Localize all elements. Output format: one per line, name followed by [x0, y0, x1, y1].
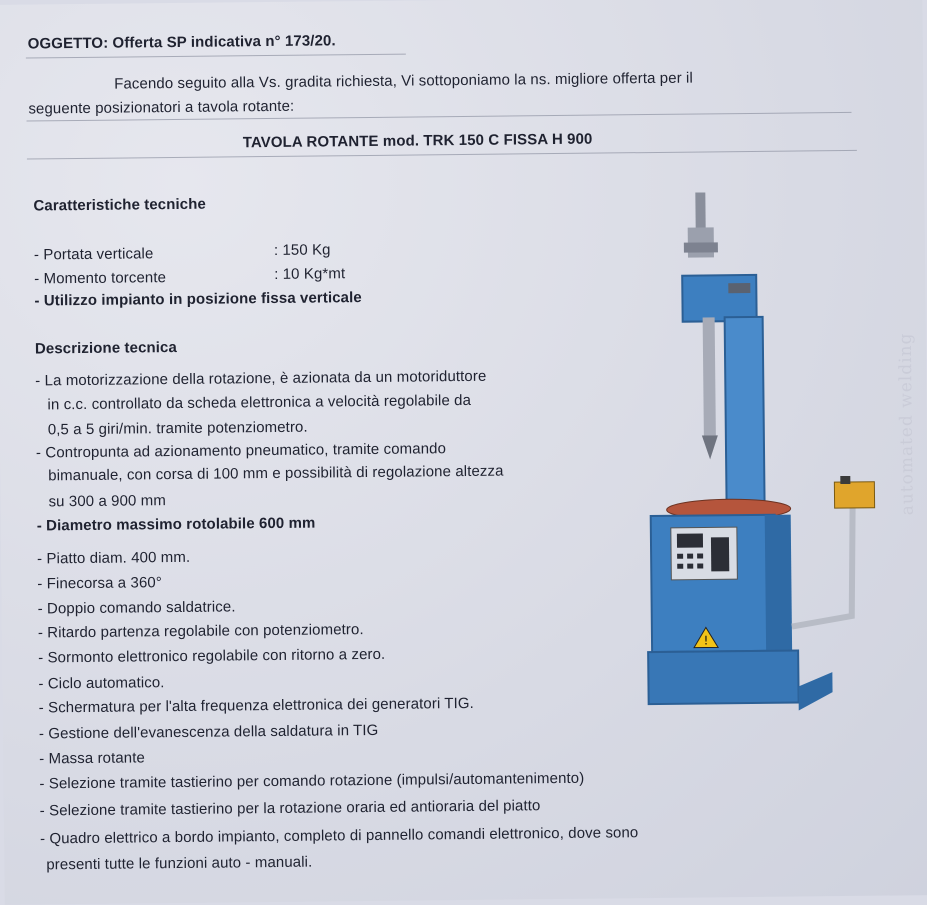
watermark-text: automated welding [895, 332, 918, 516]
description-heading: Descrizione tecnica [34, 338, 177, 358]
description-line: - Sormonto elettronico regolabile con ritorno a zero. [38, 645, 386, 667]
description-line: - Schermatura per l'alta frequenza elettronica dei generatori TIG. [38, 694, 474, 717]
description-line: bimanuale, con corsa di 100 mm e possibilità di regolazione altezza [48, 462, 504, 485]
description-line: - Massa rotante [39, 749, 146, 768]
product-title: TAVOLA ROTANTE mod. TRK 150 C FISSA H 900 [242, 130, 593, 152]
description-line: - Finecorsa a 360° [37, 574, 162, 593]
description-line: in c.c. controllato da scheda elettronica a velocità regolabile da [47, 391, 472, 414]
description-line: - Selezione tramite tastierino per la rotazione oraria ed antioraria del piatto [39, 797, 541, 820]
spec-value: : 10 Kg*mt [274, 265, 346, 283]
intro-line-2: seguente posizionatori a tavola rotante: [28, 97, 295, 118]
description-line: - Contropunta ad azionamento pneumatico, tramite comando [35, 440, 447, 462]
intro-line-1: Facendo seguito alla Vs. gradita richiesta, Vi sottoponiamo la ns. migliore offerta per il [114, 69, 693, 93]
description-line: - Selezione tramite tastierino per comando rotazione (impulsi/automantenimento) [39, 769, 585, 793]
specs-heading: Caratteristiche tecniche [33, 195, 206, 215]
spec-value: : 150 Kg [273, 241, 331, 259]
spec-note: - Utilizzo impianto in posizione fissa verticale [34, 289, 362, 310]
description-line: - Piatto diam. 400 mm. [37, 548, 191, 568]
description-line: - Ritardo partenza regolabile con potenziometro. [37, 621, 364, 642]
turntable-machine-image [637, 185, 903, 748]
subject-underline [26, 54, 406, 59]
description-line: - Ciclo automatico. [38, 674, 165, 693]
subject-line: OGGETTO: Offerta SP indicativa n° 173/20. [27, 32, 336, 53]
title-rule [27, 150, 857, 160]
description-line: - La motorizzazione della rotazione, è azionata da un motoriduttore [35, 367, 487, 390]
description-line: - Gestione dell'evanescenza della saldatura in TIG [38, 721, 379, 743]
spec-label: - Momento torcente [34, 269, 167, 288]
description-line: - Diametro massimo rotolabile 600 mm [36, 514, 316, 535]
description-line: su 300 a 900 mm [48, 492, 167, 511]
description-line: - Doppio comando saldatrice. [37, 598, 236, 618]
description-line: 0,5 a 5 giri/min. tramite potenziometro. [47, 418, 308, 439]
svg-text:!: ! [703, 633, 709, 648]
description-line: presenti tutte le funzioni auto - manuali. [46, 853, 313, 874]
description-line: - Quadro elettrico a bordo impianto, completo di pannello comandi elettronico, dove sono [39, 824, 639, 848]
spec-label: - Portata verticale [33, 245, 154, 264]
